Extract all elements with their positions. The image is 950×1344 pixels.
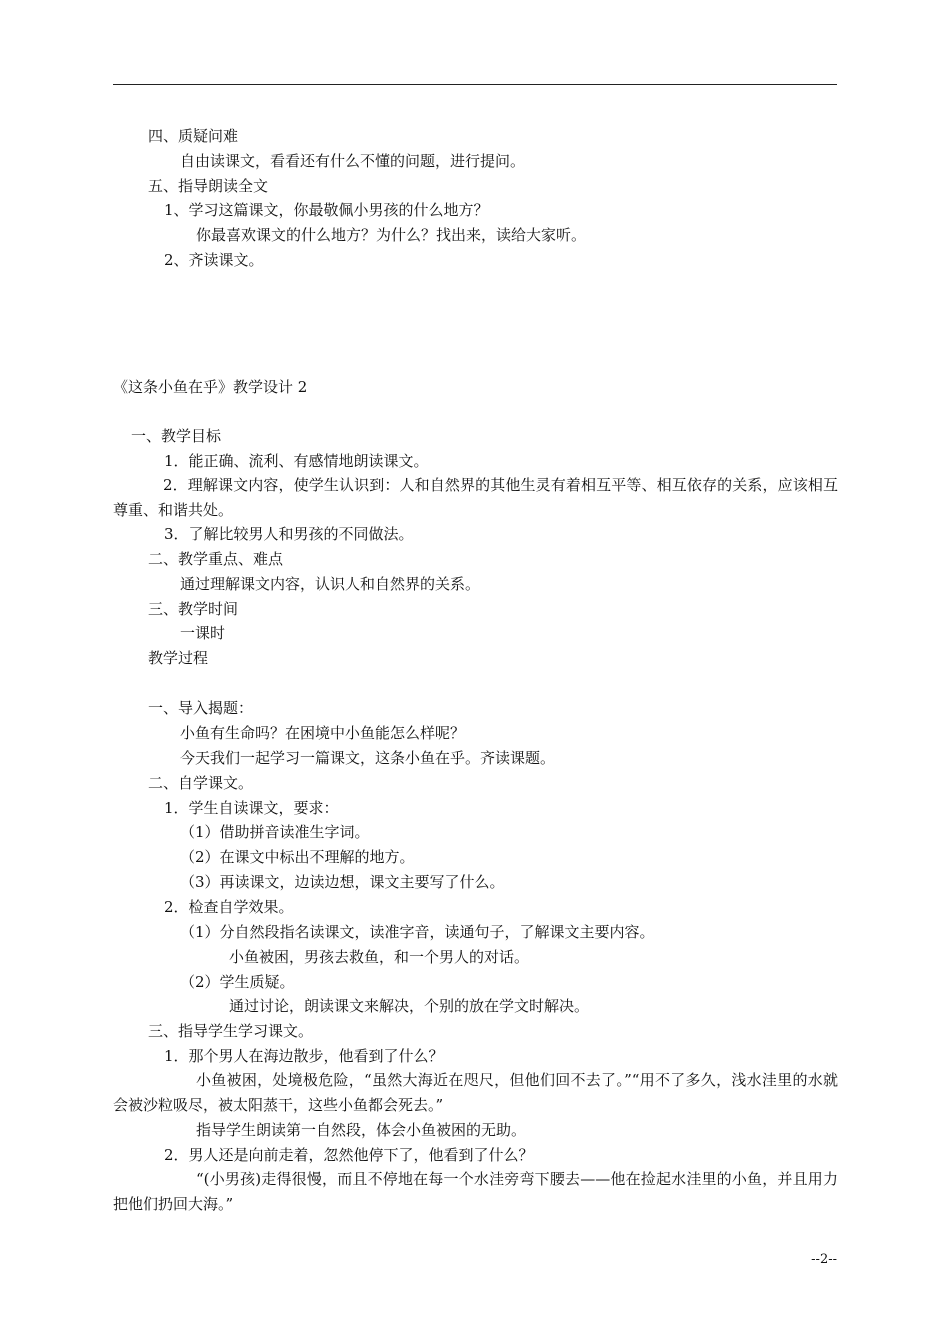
page-number: --2-- <box>811 1252 837 1267</box>
text-line: 自由读课文，看看还有什么不懂的问题，进行提问。 <box>180 152 526 170</box>
heading-step-2: 二、自学课文。 <box>148 774 254 792</box>
list-item: （1）借助拼音读准生字词。 <box>180 823 370 841</box>
text-line: 2、齐读课文。 <box>164 251 264 269</box>
document-title: 《这条小鱼在乎》教学设计 2 <box>113 378 308 396</box>
list-item: 2．男人还是向前走着，忽然他停下了，他看到了什么？ <box>164 1146 534 1164</box>
list-item: （3）再读课文，边读边想，课文主要写了什么。 <box>180 873 505 891</box>
text-line: 小鱼被困，男孩去救鱼，和一个男人的对话。 <box>229 948 530 966</box>
text-line: 通过理解课文内容，认识人和自然界的关系。 <box>180 575 481 593</box>
goal-item: 3．了解比较男人和男孩的不同做法。 <box>164 525 414 543</box>
heading-questioning: 四、质疑问难 <box>148 127 239 145</box>
text-line: 小鱼有生命吗？在困境中小鱼能怎么样呢？ <box>180 724 466 742</box>
text-line: 一课时 <box>180 624 226 642</box>
text-line: 通过讨论，朗读课文来解决，个别的放在学文时解决。 <box>229 997 590 1015</box>
heading-step-3: 三、指导学生学习课文。 <box>148 1022 314 1040</box>
heading-process: 教学过程 <box>148 649 209 667</box>
heading-goals: 一、教学目标 <box>131 427 222 445</box>
text-line: 1、学习这篇课文，你最敬佩小男孩的什么地方？ <box>164 201 489 219</box>
text-paragraph: “(小男孩)走得很慢，而且不停地在每一个水洼旁弯下腰去——他在捡起水洼里的小鱼，并且用力把他们扔回大海。” <box>113 1170 838 1213</box>
heading-time: 三、教学时间 <box>148 600 239 618</box>
text-paragraph: 小鱼被困，处境极危险，“虽然大海近在咫尺，但他们回不去了。”“用不了多久，浅水洼里的水就会被沙粒吸尽，被太阳蒸干，这些小鱼都会死去。” <box>113 1071 838 1114</box>
list-item: 1．学生自读课文，要求： <box>164 799 339 817</box>
list-item: （2）学生质疑。 <box>180 973 295 991</box>
text-line: 指导学生朗读第一自然段，体会小鱼被困的无助。 <box>196 1121 527 1139</box>
text-line: 你最喜欢课文的什么地方？为什么？找出来，读给大家听。 <box>196 226 587 244</box>
list-item: 1．那个男人在海边散步，他看到了什么？ <box>164 1047 444 1065</box>
header-rule <box>113 84 837 85</box>
list-item: （1）分自然段指名读课文，读准字音，读通句子，了解课文主要内容。 <box>180 923 655 941</box>
list-item: （2）在课文中标出不理解的地方。 <box>180 848 415 866</box>
heading-key-points: 二、教学重点、难点 <box>148 550 284 568</box>
list-item: 2．检查自学效果。 <box>164 898 294 916</box>
goal-item: 1．能正确、流利、有感情地朗读课文。 <box>164 452 429 470</box>
heading-reading-guidance: 五、指导朗读全文 <box>148 177 269 195</box>
text-line: 今天我们一起学习一篇课文，这条小鱼在乎。齐读课题。 <box>180 749 556 767</box>
goal-item: 2．理解课文内容，使学生认识到：人和自然界的其他生灵有着相互平等、相互依存的关系，应该相互尊重、和谐共处。 <box>113 476 838 519</box>
heading-step-1: 一、导入揭题： <box>148 699 254 717</box>
